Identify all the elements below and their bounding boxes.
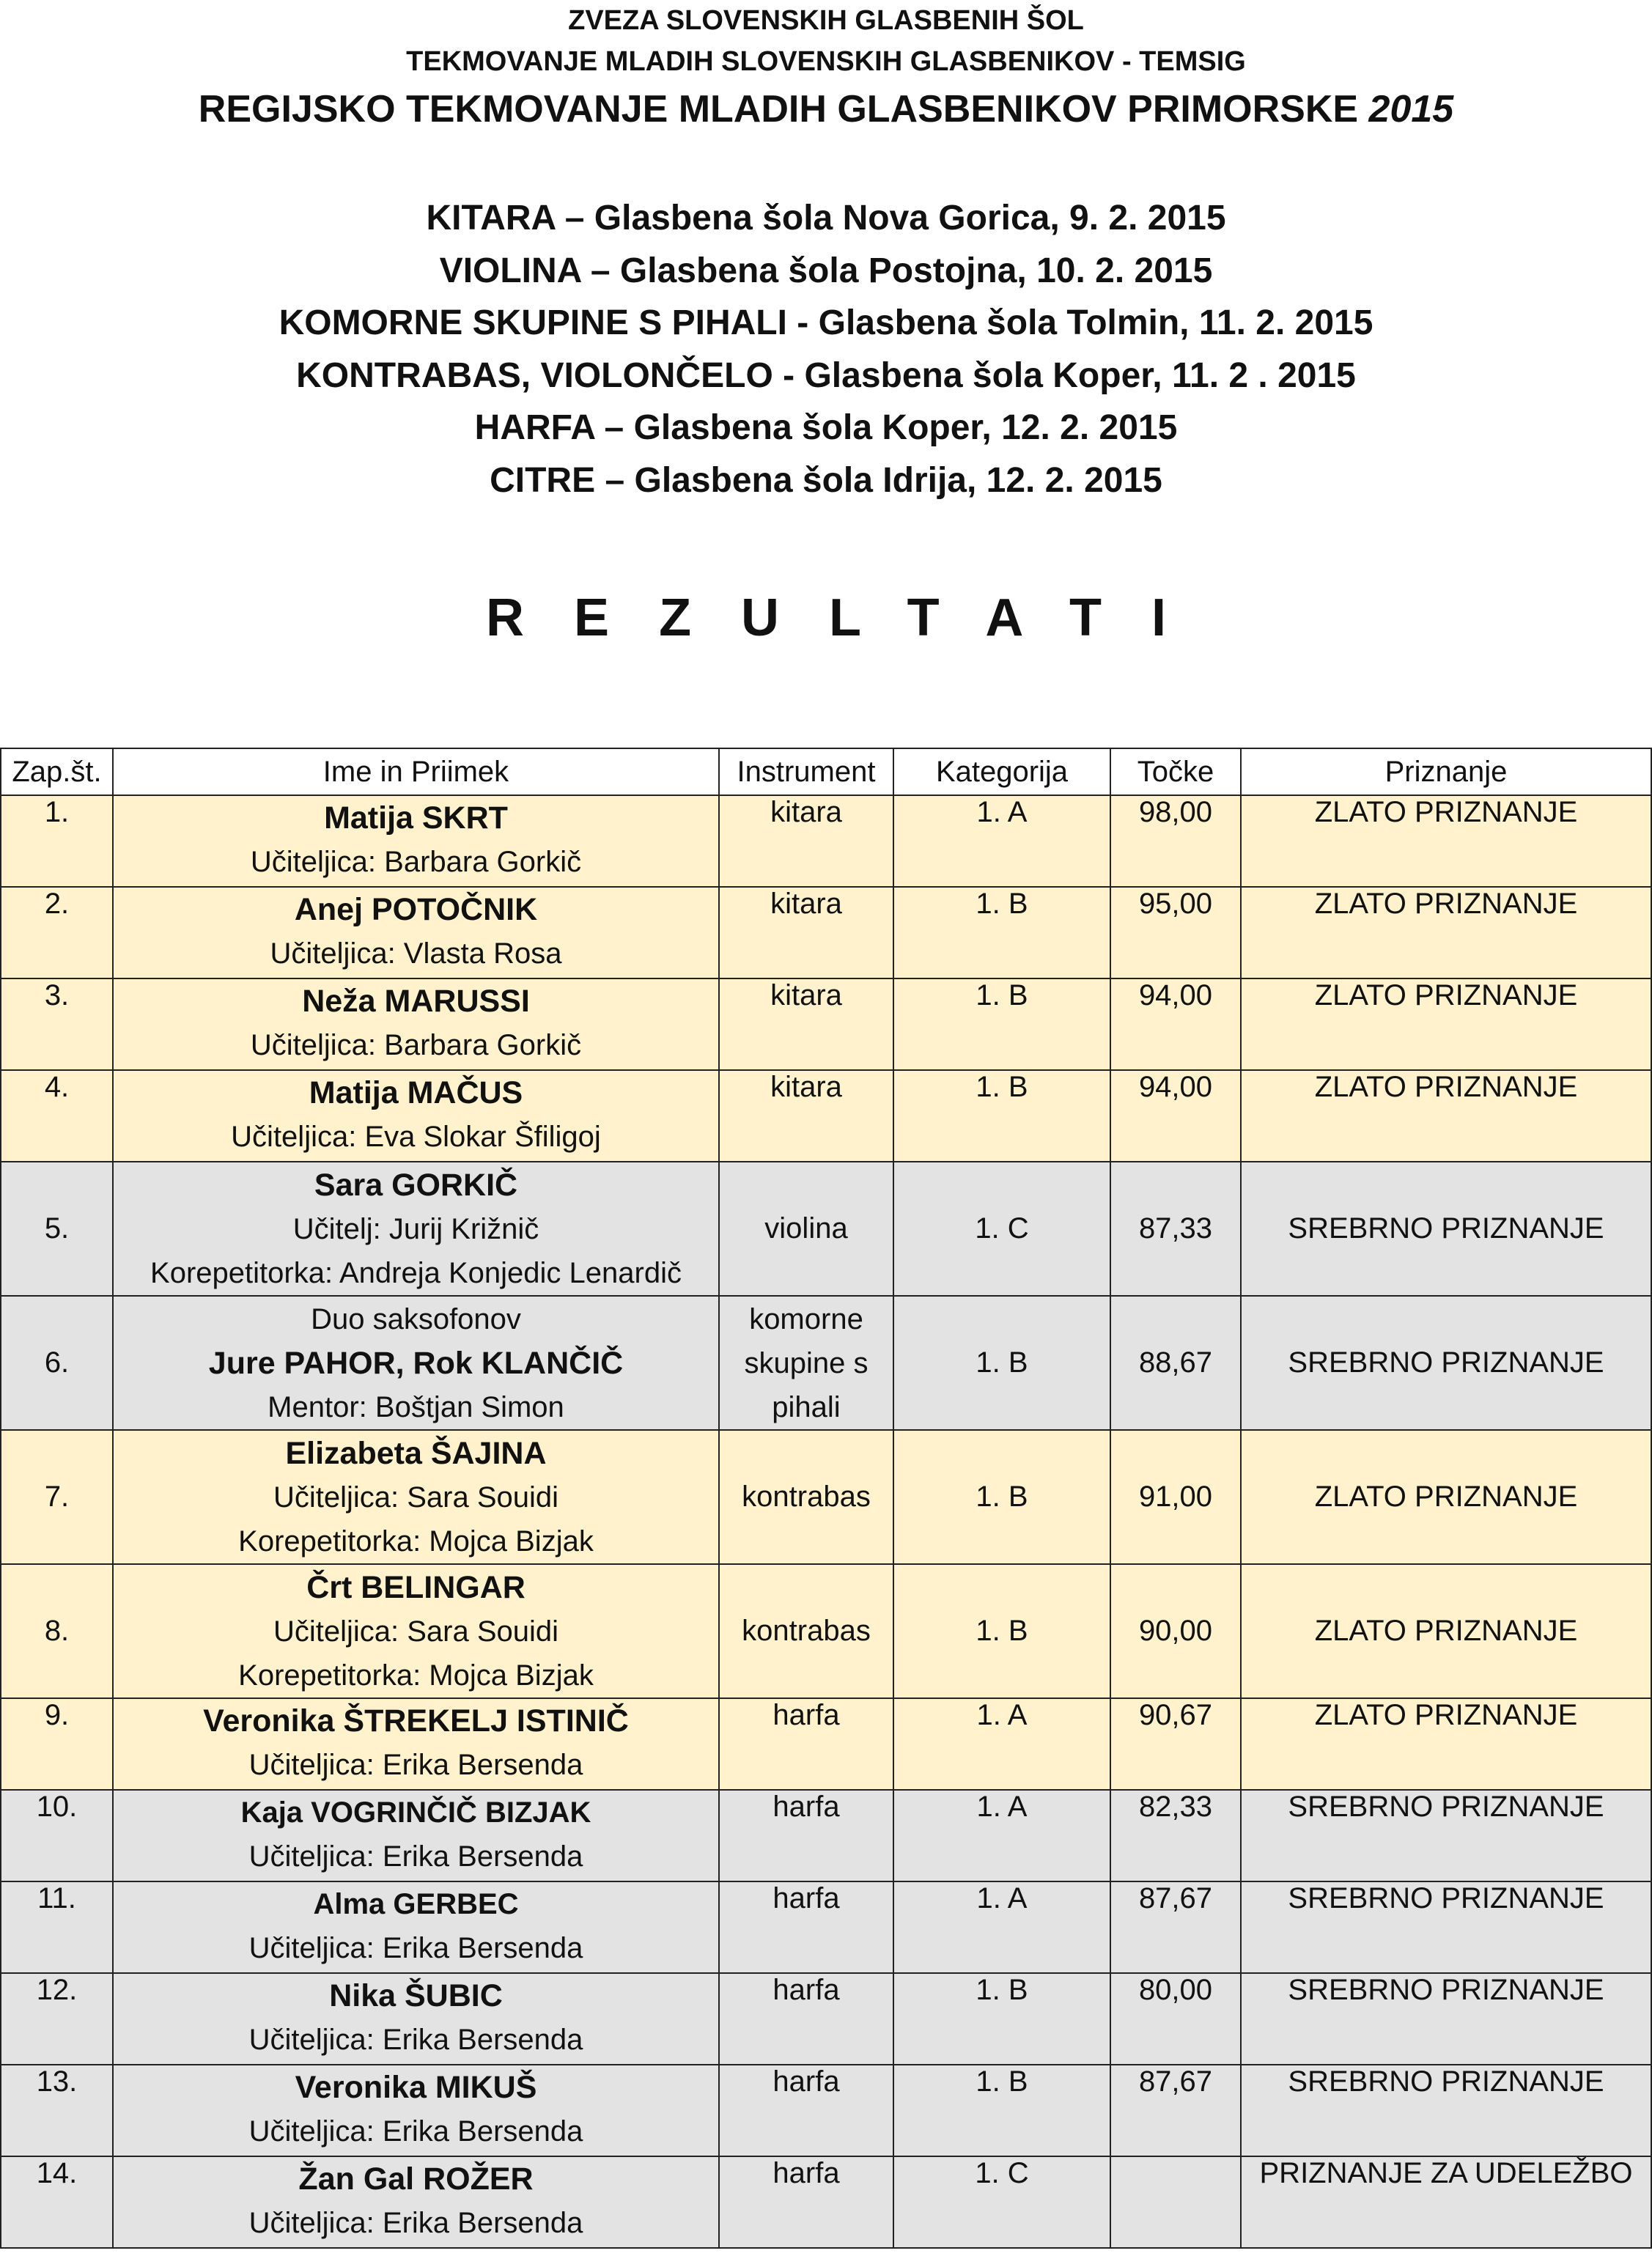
cell-name bbox=[113, 1564, 719, 1698]
cell-instrument: violina bbox=[719, 1162, 893, 1296]
teacher-line: Učiteljica: Erika Bersenda bbox=[248, 2024, 583, 2056]
cell-points: 80,00 bbox=[1110, 1973, 1241, 2065]
cell-instrument: harfa bbox=[719, 1881, 893, 1973]
cell-number: 12. bbox=[1, 1973, 113, 2065]
table-row bbox=[1, 1296, 1651, 1430]
cell-points: 94,00 bbox=[1110, 1070, 1241, 1162]
table-row bbox=[1, 1881, 1651, 1973]
competition-year: 2015 bbox=[1368, 88, 1454, 130]
cell-instrument: harfa bbox=[719, 1973, 893, 2065]
cell-points: 90,00 bbox=[1110, 1564, 1241, 1698]
cell-award: PRIZNANJE ZA UDELEŽBO bbox=[1241, 2156, 1651, 2248]
cell-category: 1. B bbox=[893, 978, 1110, 1070]
cell-award: ZLATO PRIZNANJE bbox=[1241, 887, 1651, 978]
participant-name: Anej POTOČNIK bbox=[294, 892, 538, 927]
table-row bbox=[1, 1790, 1651, 1881]
cell-award: ZLATO PRIZNANJE bbox=[1241, 1070, 1651, 1162]
cell-award: ZLATO PRIZNANJE bbox=[1241, 978, 1651, 1070]
cell-number: 13. bbox=[1, 2065, 113, 2156]
organization-title: ZVEZA SLOVENSKIH GLASBENIH ŠOL bbox=[568, 5, 1084, 36]
cell-category: 1. B bbox=[893, 2065, 1110, 2156]
table-header-row bbox=[1, 748, 1651, 795]
participant-name: Žan Gal ROŽER bbox=[298, 2161, 534, 2197]
cell-instrument: kitara bbox=[719, 795, 893, 887]
cell-points: 88,67 bbox=[1110, 1296, 1241, 1430]
cell-number: 4. bbox=[1, 1070, 113, 1162]
event-line: KITARA – Glasbena šola Nova Gorica, 9. 2. 2015 bbox=[426, 199, 1226, 237]
teacher-line: Učiteljica: Eva Slokar Šfiligoj bbox=[231, 1121, 601, 1153]
cell-instrument: kitara bbox=[719, 978, 893, 1070]
participant-name: Neža MARUSSI bbox=[302, 984, 530, 1019]
cell-name bbox=[113, 1296, 719, 1430]
cell-name bbox=[113, 887, 719, 978]
cell-number: 10. bbox=[1, 1790, 113, 1881]
cell-number: 9. bbox=[1, 1698, 113, 1790]
teacher-line: Učiteljica: Erika Bersenda bbox=[248, 1840, 583, 1873]
table-row bbox=[1, 1698, 1651, 1790]
cell-category: 1. A bbox=[893, 795, 1110, 887]
teacher-line: Učiteljica: Barbara Gorkič bbox=[250, 846, 582, 878]
cell-award: ZLATO PRIZNANJE bbox=[1241, 1430, 1651, 1564]
document-header bbox=[0, 0, 1652, 136]
cell-award: SREBRNO PRIZNANJE bbox=[1241, 1296, 1651, 1430]
table-row bbox=[1, 2156, 1651, 2248]
participant-name: Veronika ŠTREKELJ ISTINIČ bbox=[203, 1703, 629, 1739]
teacher-line: Učitelj: Jurij Križnič bbox=[292, 1212, 539, 1245]
participant-name: Veronika MIKUŠ bbox=[295, 2070, 537, 2105]
participant-name: Nika ŠUBIC bbox=[329, 1978, 503, 2013]
instrument-line: komorne bbox=[749, 1302, 863, 1335]
cell-points: 87,67 bbox=[1110, 2065, 1241, 2156]
event-line: KONTRABAS, VIOLONČELO - Glasbena šola Koper, 11. 2 . 2015 bbox=[296, 355, 1356, 395]
cell-category: 1. C bbox=[893, 2156, 1110, 2248]
participant-name: Kaja VOGRINČIČ BIZJAK bbox=[240, 1796, 591, 1829]
cell-instrument: harfa bbox=[719, 2065, 893, 2156]
cell-instrument: harfa bbox=[719, 2156, 893, 2248]
cell-category: 1. B bbox=[893, 1973, 1110, 2065]
participant-name: Elizabeta ŠAJINA bbox=[285, 1435, 547, 1471]
cell-name bbox=[113, 1430, 719, 1564]
cell-award: ZLATO PRIZNANJE bbox=[1241, 1564, 1651, 1698]
cell-award: ZLATO PRIZNANJE bbox=[1241, 1698, 1651, 1790]
participant-name: Matija MAČUS bbox=[309, 1075, 523, 1110]
cell-points: 98,00 bbox=[1110, 795, 1241, 887]
teacher-line: Učiteljica: Barbara Gorkič bbox=[250, 1029, 582, 1061]
participant-name: Jure PAHOR, Rok KLANČIČ bbox=[208, 1345, 624, 1381]
teacher-line: Učiteljica: Vlasta Rosa bbox=[270, 937, 562, 970]
table-row bbox=[1, 887, 1651, 978]
cell-number: 14. bbox=[1, 2156, 113, 2248]
column-header-instrument: Instrument bbox=[719, 748, 893, 795]
cell-category: 1. B bbox=[893, 1564, 1110, 1698]
cell-name bbox=[113, 1162, 719, 1296]
column-header-category: Kategorija bbox=[893, 748, 1110, 795]
event-line: VIOLINA – Glasbena šola Postojna, 10. 2. 2015 bbox=[439, 251, 1213, 290]
teacher-line: Učiteljica: Sara Souidi bbox=[273, 1615, 559, 1648]
table-row bbox=[1, 2065, 1651, 2156]
cell-points: 95,00 bbox=[1110, 887, 1241, 978]
cell-category: 1. B bbox=[893, 1430, 1110, 1564]
cell-instrument: kontrabas bbox=[719, 1564, 893, 1698]
cell-instrument: harfa bbox=[719, 1790, 893, 1881]
cell-points: 91,00 bbox=[1110, 1430, 1241, 1564]
cell-name bbox=[113, 1790, 719, 1881]
participant-name: Sara GORKIČ bbox=[314, 1167, 518, 1203]
results-heading: REZULTATI bbox=[486, 589, 1216, 647]
cell-number: 6. bbox=[1, 1296, 113, 1430]
regional-competition-title bbox=[0, 82, 1652, 136]
cell-number: 11. bbox=[1, 1881, 113, 1973]
cell-award: ZLATO PRIZNANJE bbox=[1241, 795, 1651, 887]
cell-instrument: kitara bbox=[719, 1070, 893, 1162]
accompanist-line: Korepetitorka: Mojca Bizjak bbox=[238, 1525, 594, 1558]
cell-name bbox=[113, 1973, 719, 2065]
participant-name: Matija SKRT bbox=[324, 800, 508, 836]
table-row bbox=[1, 1564, 1651, 1698]
table-row bbox=[1, 1430, 1651, 1564]
table-row bbox=[1, 795, 1651, 887]
participant-name: Črt BELINGAR bbox=[306, 1569, 526, 1605]
accompanist-line: Korepetitorka: Andreja Konjedic Lenardič bbox=[150, 1256, 682, 1289]
cell-points bbox=[1110, 2156, 1241, 2248]
ensemble-type: Duo saksofonov bbox=[311, 1302, 521, 1335]
cell-category: 1. B bbox=[893, 1070, 1110, 1162]
cell-category: 1. B bbox=[893, 887, 1110, 978]
cell-category: 1. A bbox=[893, 1790, 1110, 1881]
mentor-line: Mentor: Boštjan Simon bbox=[268, 1390, 564, 1423]
cell-instrument bbox=[719, 1296, 893, 1430]
cell-instrument: kontrabas bbox=[719, 1430, 893, 1564]
cell-award: SREBRNO PRIZNANJE bbox=[1241, 1790, 1651, 1881]
cell-number: 2. bbox=[1, 887, 113, 978]
cell-name bbox=[113, 2156, 719, 2248]
teacher-line: Učiteljica: Erika Bersenda bbox=[248, 1932, 583, 1964]
cell-points: 94,00 bbox=[1110, 978, 1241, 1070]
cell-name bbox=[113, 1881, 719, 1973]
competition-title: TEKMOVANJE MLADIH SLOVENSKIH GLASBENIKOV - TEMSIG bbox=[406, 46, 1246, 77]
column-header-number: Zap.št. bbox=[1, 748, 113, 795]
table-row bbox=[1, 1162, 1651, 1296]
teacher-line: Učiteljica: Erika Bersenda bbox=[248, 1749, 583, 1781]
cell-name bbox=[113, 1070, 719, 1162]
cell-points: 87,33 bbox=[1110, 1162, 1241, 1296]
column-header-award: Priznanje bbox=[1241, 748, 1651, 795]
event-list bbox=[0, 192, 1652, 506]
cell-name bbox=[113, 1698, 719, 1790]
cell-number: 1. bbox=[1, 795, 113, 887]
accompanist-line: Korepetitorka: Mojca Bizjak bbox=[238, 1659, 594, 1692]
cell-points: 82,33 bbox=[1110, 1790, 1241, 1881]
table-row bbox=[1, 1070, 1651, 1162]
event-line: KOMORNE SKUPINE S PIHALI - Glasbena šola Tolmin, 11. 2. 2015 bbox=[279, 303, 1373, 342]
table-row bbox=[1, 978, 1651, 1070]
cell-award: SREBRNO PRIZNANJE bbox=[1241, 2065, 1651, 2156]
cell-points: 90,67 bbox=[1110, 1698, 1241, 1790]
cell-name bbox=[113, 978, 719, 1070]
cell-award: SREBRNO PRIZNANJE bbox=[1241, 1881, 1651, 1973]
teacher-line: Učiteljica: Sara Souidi bbox=[273, 1481, 559, 1514]
cell-number: 3. bbox=[1, 978, 113, 1070]
cell-number: 7. bbox=[1, 1430, 113, 1564]
cell-name bbox=[113, 795, 719, 887]
column-header-name: Ime in Priimek bbox=[113, 748, 719, 795]
cell-award: SREBRNO PRIZNANJE bbox=[1241, 1162, 1651, 1296]
cell-name bbox=[113, 2065, 719, 2156]
event-line: CITRE – Glasbena šola Idrija, 12. 2. 2015 bbox=[490, 460, 1162, 500]
instrument-line: skupine s bbox=[744, 1346, 869, 1379]
results-table bbox=[0, 748, 1652, 2249]
regional-competition-name: REGIJSKO TEKMOVANJE MLADIH GLASBENIKOV PRIMORSKE bbox=[198, 88, 1359, 130]
cell-category: 1. A bbox=[893, 1881, 1110, 1973]
table-row bbox=[1, 1973, 1651, 2065]
teacher-line: Učiteljica: Erika Bersenda bbox=[248, 2207, 583, 2239]
participant-name: Alma GERBEC bbox=[313, 1888, 519, 1920]
cell-category: 1. A bbox=[893, 1698, 1110, 1790]
cell-instrument: harfa bbox=[719, 1698, 893, 1790]
column-header-points: Točke bbox=[1110, 748, 1241, 795]
cell-number: 5. bbox=[1, 1162, 113, 1296]
cell-number: 8. bbox=[1, 1564, 113, 1698]
event-line: HARFA – Glasbena šola Koper, 12. 2. 2015 bbox=[474, 408, 1178, 447]
cell-award: SREBRNO PRIZNANJE bbox=[1241, 1973, 1651, 2065]
cell-points: 87,67 bbox=[1110, 1881, 1241, 1973]
instrument-line: pihali bbox=[772, 1390, 841, 1423]
teacher-line: Učiteljica: Erika Bersenda bbox=[248, 2115, 583, 2148]
cell-category: 1. C bbox=[893, 1162, 1110, 1296]
cell-category: 1. B bbox=[893, 1296, 1110, 1430]
cell-instrument: kitara bbox=[719, 887, 893, 978]
